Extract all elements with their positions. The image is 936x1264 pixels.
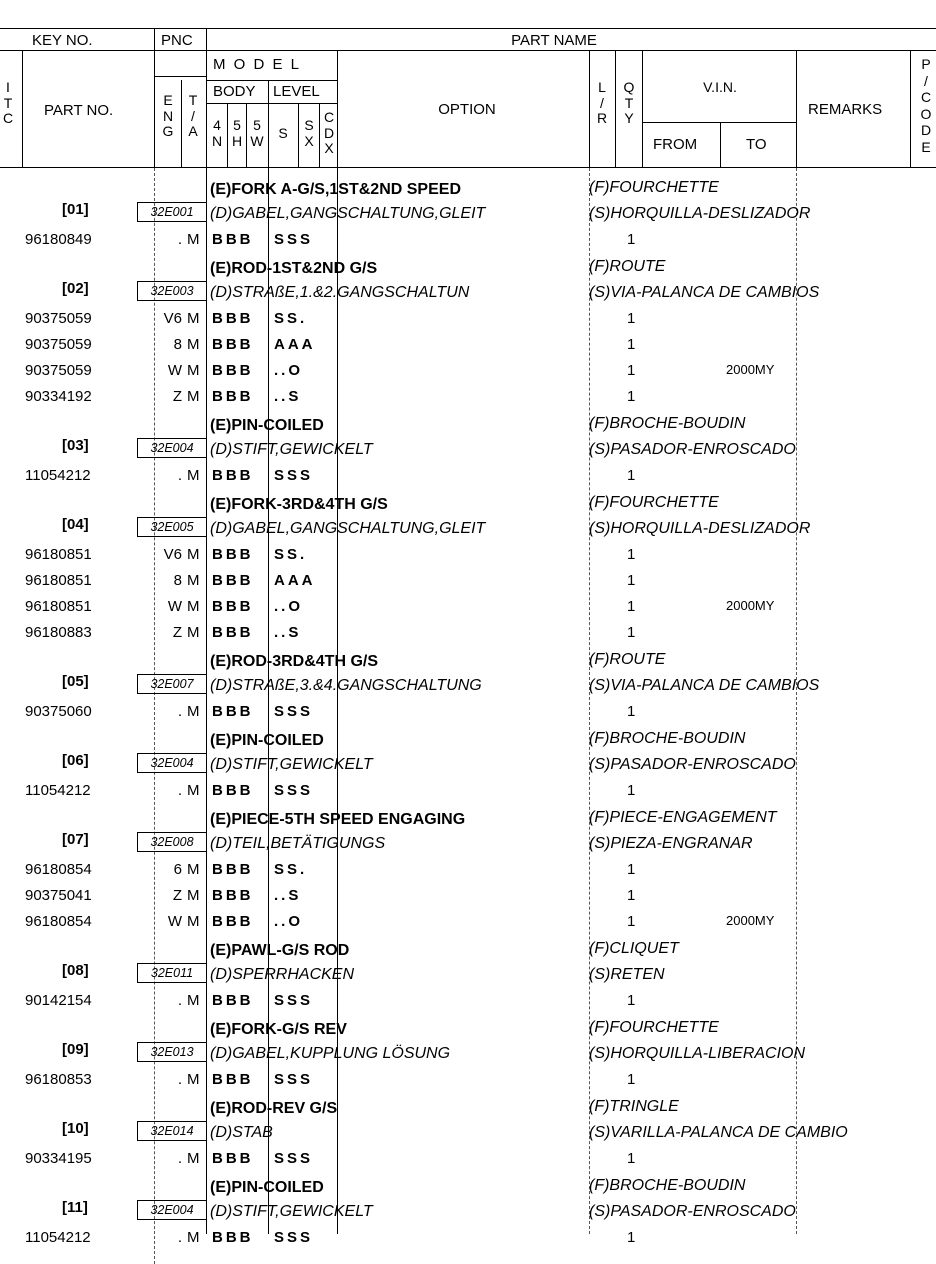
key-number: [07] [62, 831, 89, 848]
itc-divider [22, 50, 23, 167]
table-row[interactable] [0, 468, 936, 490]
engine-code: 6 [173, 861, 182, 878]
body-codes: BBB [212, 598, 254, 615]
quantity: 1 [627, 546, 636, 563]
level-codes: SS. [274, 861, 308, 878]
quantity: 1 [627, 336, 636, 353]
from-to-divider [720, 122, 721, 167]
body-codes: BBB [212, 231, 254, 248]
option-spanish: (S)PASADOR-ENROSCADO [589, 756, 796, 773]
option-english: (E)PIN-COILED [210, 1179, 324, 1196]
header-eng: E N G [162, 92, 174, 139]
option-french: (F)FOURCHETTE [589, 1019, 719, 1036]
option-english: (E)ROD-1ST&2ND G/S [210, 260, 378, 277]
level-codes: ..O [274, 598, 304, 615]
remarks: 2000MY [726, 913, 775, 928]
quantity: 1 [627, 992, 636, 1009]
option-french: (F)BROCHE-BOUDIN [589, 730, 746, 747]
table-row[interactable] [0, 389, 936, 411]
table-row[interactable] [0, 625, 936, 647]
option-spanish: (S)PIEZA-ENGRANAR [589, 835, 753, 852]
transaxle-code: M [187, 624, 200, 641]
level-codes: AAA [274, 336, 316, 353]
part-number: 11054212 [25, 1229, 91, 1246]
body-codes: BBB [212, 388, 254, 405]
key-number: [02] [62, 280, 89, 297]
header-from: FROM [653, 136, 698, 153]
option-german: (D)SPERRHACKEN [210, 966, 355, 983]
option-french: (F)BROCHE-BOUDIN [589, 415, 746, 432]
part-number: 90334192 [25, 388, 92, 405]
model-option-divider [337, 50, 338, 167]
transaxle-code: M [187, 1150, 200, 1167]
level-codes: ..S [274, 388, 302, 405]
option-english: (E)FORK-3RD&4TH G/S [210, 496, 388, 513]
part-number: 11054212 [25, 782, 91, 799]
level-codes: SS. [274, 546, 308, 563]
key-number: [04] [62, 516, 89, 533]
engine-code: W [167, 913, 182, 930]
option-english: (E)PIN-COILED [210, 732, 324, 749]
model-rule [206, 80, 337, 81]
table-row[interactable] [0, 862, 936, 884]
header-option: OPTION [438, 101, 496, 118]
transaxle-code: M [187, 388, 200, 405]
option-german: (D)GABEL,KUPPLUNG LÖSUNG [210, 1045, 451, 1062]
quantity: 1 [627, 572, 636, 589]
body-codes: BBB [212, 467, 254, 484]
pnc-code[interactable]: 32E005 [137, 517, 207, 537]
option-german: (D)STRAßE,1.&2.GANGSCHALTUN [210, 284, 470, 301]
part-number: 90375059 [25, 336, 92, 353]
header-level-cdx: C D X [323, 109, 335, 156]
pnc-code[interactable]: 32E011 [137, 963, 207, 983]
option-german: (D)STIFT,GEWICKELT [210, 1203, 373, 1220]
engine-code: W [167, 362, 182, 379]
transaxle-code: M [187, 467, 200, 484]
pnc-code[interactable]: 32E014 [137, 1121, 207, 1141]
transaxle-code: M [187, 310, 200, 327]
body-divider-2 [246, 103, 247, 167]
pnc-code[interactable]: 32E001 [137, 202, 207, 222]
body-codes: BBB [212, 703, 254, 720]
option-french: (F)FOURCHETTE [589, 179, 719, 196]
level-codes: ..S [274, 624, 302, 641]
pnc-code[interactable]: 32E008 [137, 832, 207, 852]
engine-code: V6 [163, 546, 182, 563]
option-french: (F)ROUTE [589, 651, 666, 668]
body-divider-1 [227, 103, 228, 167]
header-model: M O D E L [213, 56, 302, 73]
part-number: 96180854 [25, 861, 92, 878]
option-german: (D)GABEL,GANGSCHALTUNG,GLEIT [210, 205, 486, 222]
quantity: 1 [627, 362, 636, 379]
header-qty: Q T Y [623, 79, 635, 126]
pnc-code[interactable]: 32E003 [137, 281, 207, 301]
header-body-5w: 5 W [250, 117, 264, 149]
engine-code: . [177, 992, 182, 1009]
body-codes: BBB [212, 992, 254, 1009]
engine-code: . [177, 467, 182, 484]
body-level-divider [268, 80, 269, 167]
table-row[interactable] [0, 914, 936, 936]
option-english: (E)PAWL-G/S ROD [210, 942, 350, 959]
level-codes: SSS [274, 467, 314, 484]
option-english: (E)ROD-REV G/S [210, 1100, 338, 1117]
option-german: (D)STIFT,GEWICKELT [210, 756, 373, 773]
body-codes: BBB [212, 1229, 254, 1246]
part-number: 96180854 [25, 913, 92, 930]
quantity: 1 [627, 467, 636, 484]
header-level-sx: S X [304, 117, 314, 149]
header-pnc: PNC [161, 32, 193, 49]
quantity: 1 [627, 310, 636, 327]
header-remarks: REMARKS [808, 101, 883, 118]
transaxle-code: M [187, 362, 200, 379]
key-number: [08] [62, 962, 89, 979]
transaxle-code: M [187, 336, 200, 353]
part-number: 96180851 [25, 546, 92, 563]
header-body-5h: 5 H [231, 117, 243, 149]
header-level: LEVEL [273, 83, 320, 100]
engine-code: . [177, 231, 182, 248]
engine-code: Z [172, 624, 182, 641]
table-row[interactable] [0, 1230, 936, 1252]
option-french: (F)TRINGLE [589, 1098, 679, 1115]
transaxle-code: M [187, 1229, 200, 1246]
quantity: 1 [627, 1071, 636, 1088]
transaxle-code: M [187, 231, 200, 248]
body-codes: BBB [212, 887, 254, 904]
key-number: [05] [62, 673, 89, 690]
engine-code: . [177, 703, 182, 720]
level-codes: SS. [274, 310, 308, 327]
table-row[interactable] [0, 232, 936, 254]
transaxle-code: M [187, 703, 200, 720]
header-part-name: PART NAME [511, 32, 597, 49]
header-to: TO [746, 136, 767, 153]
table-row[interactable] [0, 363, 936, 385]
option-english: (E)FORK A-G/S,1ST&2ND SPEED [210, 181, 461, 198]
quantity: 1 [627, 913, 636, 930]
vin-rule [642, 122, 796, 123]
option-english: (E)FORK-G/S REV [210, 1021, 347, 1038]
transaxle-code: M [187, 861, 200, 878]
pnc-code[interactable]: 32E007 [137, 674, 207, 694]
part-number: 90334195 [25, 1150, 92, 1167]
part-number: 90375059 [25, 362, 92, 379]
eng-divider [181, 80, 182, 167]
quantity: 1 [627, 598, 636, 615]
level-divider-2 [319, 103, 320, 167]
transaxle-code: M [187, 782, 200, 799]
option-lr-divider [589, 50, 590, 167]
level-codes: ..S [274, 887, 302, 904]
remarks: 2000MY [726, 362, 775, 377]
table-row[interactable] [0, 993, 936, 1015]
quantity: 1 [627, 782, 636, 799]
option-german: (D)STRAßE,3.&4.GANGSCHALTUNG [210, 677, 482, 694]
option-german: (D)STAB [210, 1124, 273, 1141]
option-german: (D)STIFT,GEWICKELT [210, 441, 373, 458]
table-row[interactable] [0, 1072, 936, 1094]
transaxle-code: M [187, 887, 200, 904]
option-spanish: (S)RETEN [589, 966, 665, 983]
header-key-no: KEY NO. [32, 32, 93, 49]
option-spanish: (S)VIA-PALANCA DE CAMBIOS [589, 677, 820, 694]
level-codes: SSS [274, 782, 314, 799]
pnc-divider [206, 28, 207, 167]
part-number: 11054212 [25, 467, 91, 484]
body-codes: BBB [212, 1150, 254, 1167]
table-row[interactable] [0, 1151, 936, 1173]
transaxle-code: M [187, 598, 200, 615]
engine-code: . [177, 1150, 182, 1167]
header-body-4n: 4 N [211, 117, 223, 149]
quantity: 1 [627, 703, 636, 720]
transaxle-code: M [187, 1071, 200, 1088]
part-number: 96180851 [25, 572, 92, 589]
level-codes: ..O [274, 913, 304, 930]
header-vin: V.I.N. [703, 79, 737, 95]
lr-qty-divider [615, 50, 616, 167]
key-number: [03] [62, 437, 89, 454]
engine-code: W [167, 598, 182, 615]
model-rule-left [154, 76, 206, 77]
option-spanish: (S)VARILLA-PALANCA DE CAMBIO [589, 1124, 848, 1141]
body-codes: BBB [212, 624, 254, 641]
engine-code: Z [172, 388, 182, 405]
transaxle-code: M [187, 546, 200, 563]
option-spanish: (S)VIA-PALANCA DE CAMBIOS [589, 284, 820, 301]
quantity: 1 [627, 388, 636, 405]
table-row[interactable] [0, 547, 936, 569]
level-codes: AAA [274, 572, 316, 589]
level-codes: ..O [274, 362, 304, 379]
header-body: BODY [213, 83, 256, 100]
quantity: 1 [627, 624, 636, 641]
header-pcode: P / C O D E [920, 56, 932, 155]
level-codes: SSS [274, 1150, 314, 1167]
body-codes: BBB [212, 546, 254, 563]
body-codes: BBB [212, 1071, 254, 1088]
option-spanish: (S)HORQUILLA-LIBERACION [589, 1045, 806, 1062]
level-codes: SSS [274, 1071, 314, 1088]
engine-code: . [177, 782, 182, 799]
part-number: 90375060 [25, 703, 92, 720]
body-codes: BBB [212, 861, 254, 878]
engine-code: . [177, 1071, 182, 1088]
part-number: 90375059 [25, 310, 92, 327]
pnc-code[interactable]: 32E013 [137, 1042, 207, 1062]
header-ta: T / A [188, 92, 198, 139]
body-codes: BBB [212, 362, 254, 379]
quantity: 1 [627, 1229, 636, 1246]
quantity: 1 [627, 231, 636, 248]
remarks: 2000MY [726, 598, 775, 613]
table-row[interactable] [0, 599, 936, 621]
header-level-s: S [278, 125, 288, 141]
level-codes: SSS [274, 703, 314, 720]
table-row[interactable] [0, 573, 936, 595]
level-codes: SSS [274, 231, 314, 248]
body-level-rule [206, 103, 337, 104]
level-codes: SSS [274, 1229, 314, 1246]
pnc-code[interactable]: 32E004 [137, 753, 207, 773]
engine-code: 8 [173, 336, 182, 353]
table-row[interactable] [0, 337, 936, 359]
key-number: [09] [62, 1041, 89, 1058]
table-row[interactable] [0, 888, 936, 910]
engine-code: 8 [173, 572, 182, 589]
key-number: [11] [62, 1199, 88, 1216]
option-german: (D)TEIL,BETÄTIGUNGS [210, 835, 386, 852]
qty-vin-divider [642, 50, 643, 167]
part-number: 96180853 [25, 1071, 92, 1088]
header-lr: L / R [596, 79, 608, 126]
vin-remarks-divider [796, 50, 797, 167]
key-number: [01] [62, 201, 89, 218]
header-part-no: PART NO. [44, 102, 114, 119]
pnc-code[interactable]: 32E004 [137, 1200, 207, 1220]
part-number: 96180851 [25, 598, 92, 615]
body-codes: BBB [212, 913, 254, 930]
table-row[interactable] [0, 704, 936, 726]
table-row[interactable] [0, 311, 936, 333]
engine-code: V6 [163, 310, 182, 327]
body-codes: BBB [212, 310, 254, 327]
transaxle-code: M [187, 572, 200, 589]
header-top-rule [0, 28, 936, 29]
option-spanish: (S)PASADOR-ENROSCADO [589, 441, 796, 458]
header-itc: I T C [2, 79, 14, 126]
body-codes: BBB [212, 782, 254, 799]
level-divider-1 [298, 103, 299, 167]
body-codes: BBB [212, 336, 254, 353]
part-number: 96180849 [25, 231, 92, 248]
part-number: 90375041 [25, 887, 92, 904]
quantity: 1 [627, 887, 636, 904]
transaxle-code: M [187, 913, 200, 930]
partno-divider [154, 28, 155, 167]
key-number: [10] [62, 1120, 89, 1137]
option-french: (F)FOURCHETTE [589, 494, 719, 511]
quantity: 1 [627, 1150, 636, 1167]
table-row[interactable] [0, 783, 936, 805]
pnc-code[interactable]: 32E004 [137, 438, 207, 458]
option-french: (F)CLIQUET [589, 940, 679, 957]
level-codes: SSS [274, 992, 314, 1009]
option-spanish: (S)HORQUILLA-DESLIZADOR [589, 205, 811, 222]
option-english: (E)PIN-COILED [210, 417, 324, 434]
option-english: (E)PIECE-5TH SPEED ENGAGING [210, 811, 466, 828]
option-english: (E)ROD-3RD&4TH G/S [210, 653, 379, 670]
transaxle-code: M [187, 992, 200, 1009]
part-number: 96180883 [25, 624, 92, 641]
body-codes: BBB [212, 572, 254, 589]
option-french: (F)BROCHE-BOUDIN [589, 1177, 746, 1194]
option-french: (F)PIECE-ENGAGEMENT [589, 809, 777, 826]
engine-code: . [177, 1229, 182, 1246]
option-french: (F)ROUTE [589, 258, 666, 275]
engine-code: Z [172, 887, 182, 904]
option-spanish: (S)HORQUILLA-DESLIZADOR [589, 520, 811, 537]
part-number: 90142154 [25, 992, 92, 1009]
key-number: [06] [62, 752, 89, 769]
quantity: 1 [627, 861, 636, 878]
remarks-pcode-divider [910, 50, 911, 167]
option-german: (D)GABEL,GANGSCHALTUNG,GLEIT [210, 520, 486, 537]
option-spanish: (S)PASADOR-ENROSCADO [589, 1203, 796, 1220]
